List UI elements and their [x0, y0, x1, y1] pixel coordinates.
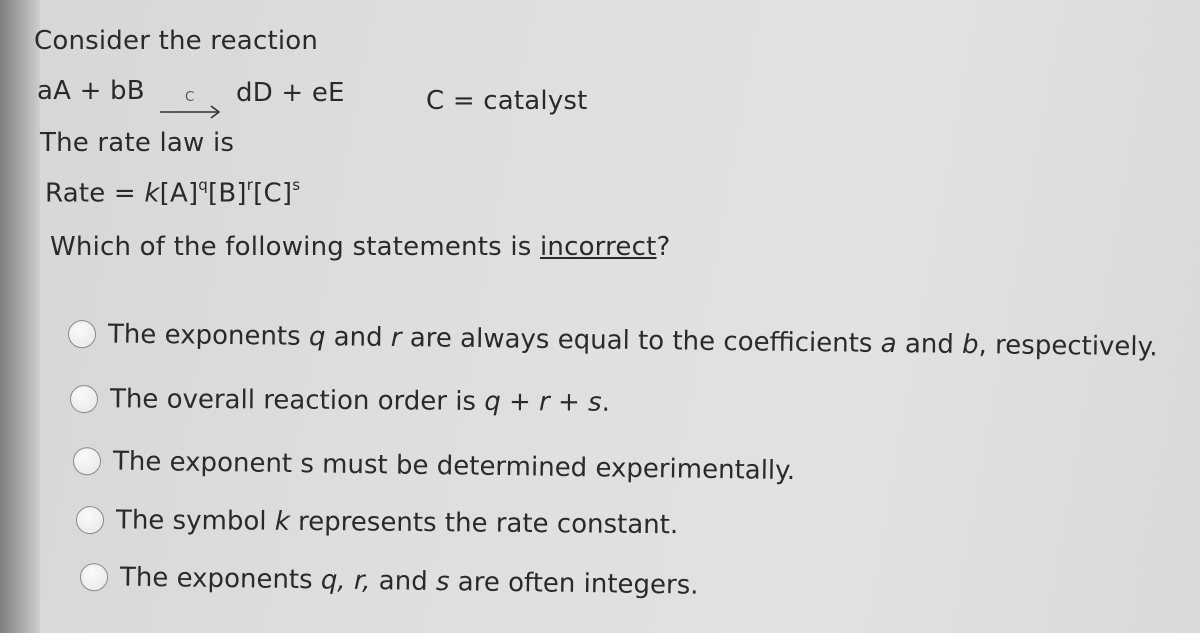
catalyst-label: C	[185, 90, 195, 105]
option-label[interactable]: The overall reaction order is q + r + s.	[109, 384, 611, 418]
radio-button[interactable]	[76, 506, 104, 534]
exponent-s: s	[292, 176, 301, 194]
exponent-q: q	[198, 176, 209, 194]
radio-button[interactable]	[80, 563, 108, 591]
radio-button[interactable]	[73, 447, 101, 475]
prompt-emphasis: incorrect	[539, 232, 657, 262]
rate-law-intro: The rate law is	[40, 128, 235, 158]
question-panel	[34, 0, 1200, 633]
reaction-arrow-icon	[160, 100, 222, 120]
rate-constant-symbol: k	[144, 178, 160, 209]
conc-a: [A]	[159, 178, 199, 209]
option-label[interactable]: The exponent s must be determined experimentally.	[112, 446, 796, 487]
option-label[interactable]: The exponents q, r, and s are often integers.	[119, 562, 699, 601]
option-label[interactable]: The exponents q and r are always equal to the coefficients a and b, respectively.	[107, 319, 1158, 363]
exponent-r: r	[246, 176, 254, 194]
rate-prefix: Rate =	[45, 178, 145, 209]
left-border	[0, 0, 40, 633]
radio-button[interactable]	[68, 320, 96, 348]
question-prompt	[50, 232, 671, 262]
reaction-products: dD + eE	[236, 78, 345, 108]
prompt-end: ?	[656, 232, 671, 262]
reaction-reactants: aA + bB	[37, 76, 145, 106]
option-label[interactable]: The symbol k represents the rate constant.	[115, 505, 679, 541]
conc-b: [B]	[208, 178, 247, 209]
question-title: Consider the reaction	[34, 26, 319, 56]
rate-law-equation	[45, 178, 300, 209]
radio-button[interactable]	[70, 385, 98, 413]
catalyst-note: C = catalyst	[426, 86, 588, 116]
conc-c: [C]	[253, 178, 293, 209]
prompt-text: Which of the following statements is	[50, 232, 540, 262]
